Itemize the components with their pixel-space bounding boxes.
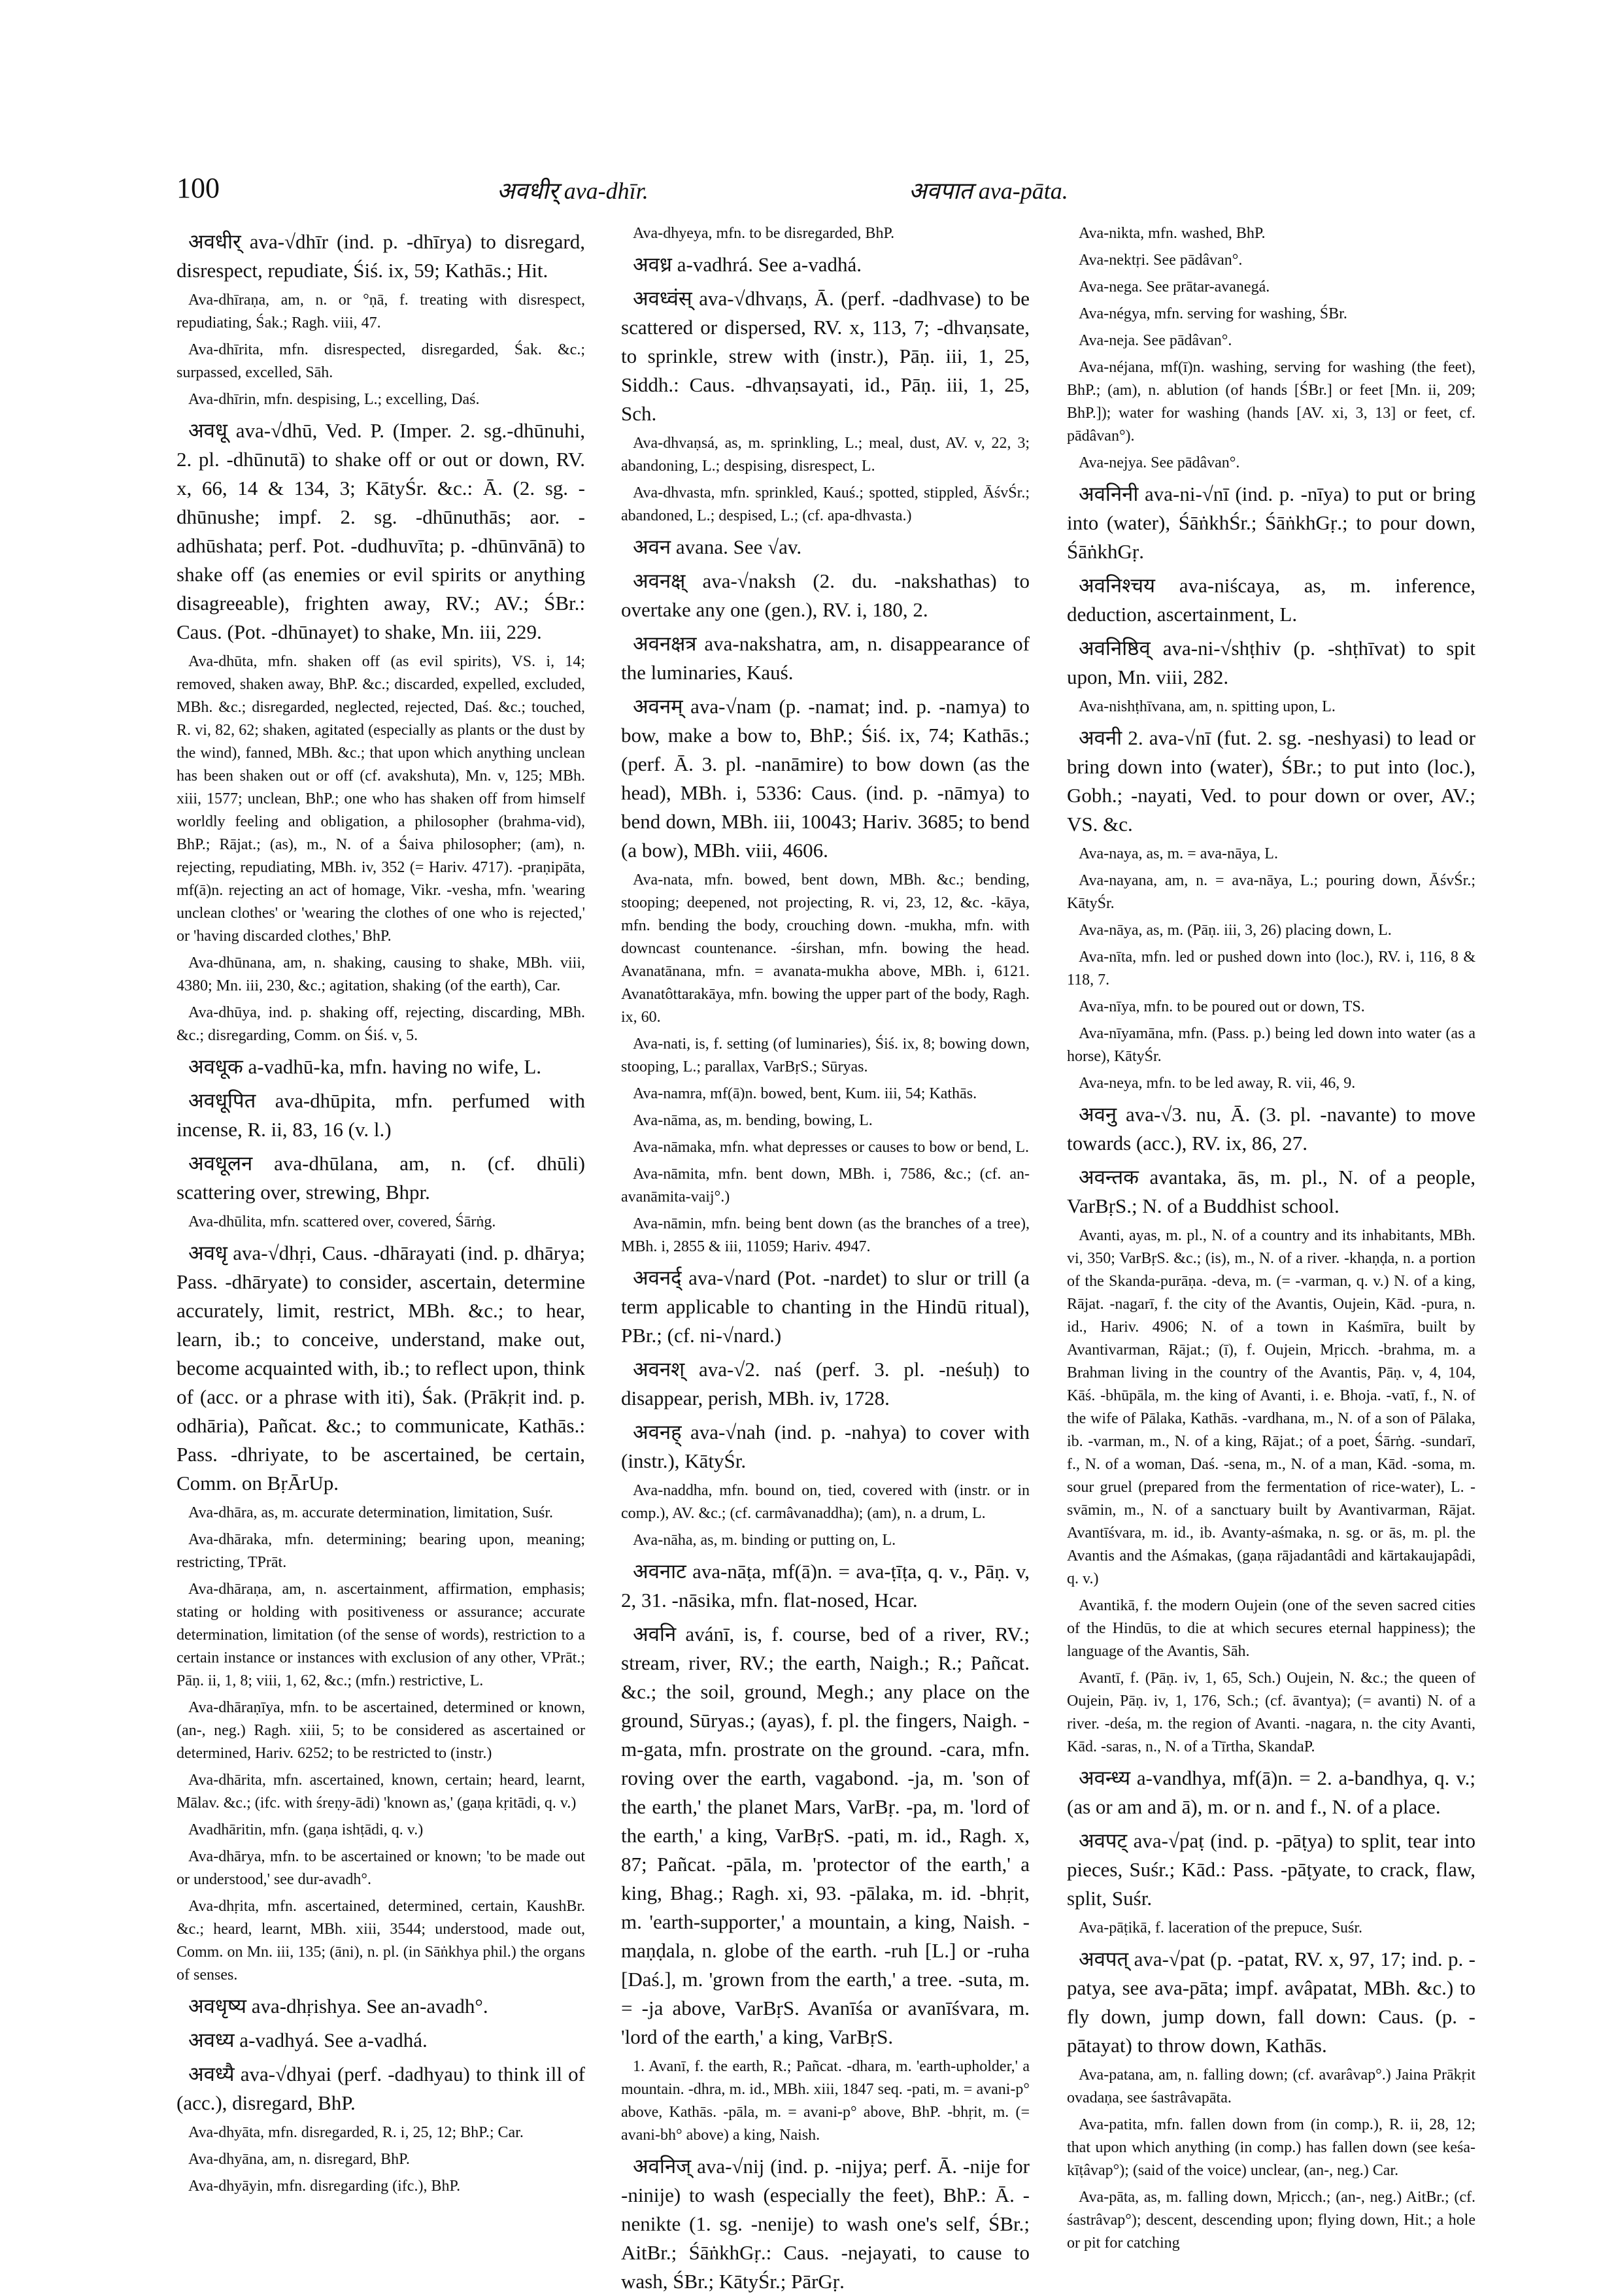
dictionary-entry: अवन avana. See √av. xyxy=(633,535,802,558)
column-2 xyxy=(621,222,1030,2293)
dictionary-entry: Ava-dhāra, as, m. accurate determination, limitation, Suśr. xyxy=(188,1504,554,1521)
dictionary-entry: Ava-dhāraka, mfn. determining; bearing upon, meaning; restricting, TPrāt. xyxy=(177,1531,585,1571)
dictionary-entry: अवनम् ava-√nam (p. -namat; ind. p. -namya) to bow, make a bow to, BhP.; Śiś. ix, 74; Kathās.; (perf. Ā. 3. pl. -nanāmire) to bow down (as the head), MBh. i, 5336: Caus. (ind. p. -nāmya) to bend down, MBh. iii, 10043; Hariv. 3685; to bend (a bow), MBh. viii, 4606. xyxy=(621,695,1030,862)
dictionary-entry: Ava-naya, as, m. = ava-nāya, L. xyxy=(1079,845,1278,862)
dictionary-entry: Ava-dhyeya, mfn. to be disregarded, BhP. xyxy=(633,225,895,242)
dictionary-entry: Ava-dhīraṇa, am, n. or °ṇā, f. treating with disrespect, repudiating, Śak.; Ragh. viii, 47. xyxy=(177,292,585,331)
dictionary-entry: Ava-nāmita, mfn. bent down, MBh. i, 7586, &c.; (cf. an-avanāmita-vaij°.) xyxy=(621,1166,1030,1206)
dictionary-entry: Avadhāritin, mfn. (gaṇa ishṭādi, q. v.) xyxy=(188,1821,424,1838)
dictionary-entry: अवनर्द् ava-√nard (Pot. -nardet) to slur or trill (a term applicable to chanting in the Hindū ritual), PBr.; (cf. ni-√nard.) xyxy=(621,1266,1030,1347)
dictionary-entry: Ava-nīya, mfn. to be poured out or down, TS. xyxy=(1079,998,1365,1015)
dictionary-entry: अवधूक a-vadhū-ka, mfn. having no wife, L. xyxy=(188,1055,542,1078)
dictionary-entry: Ava-nīyamāna, mfn. (Pass. p.) being led down into water (as a horse), KātyŚr. xyxy=(1067,1025,1475,1065)
dictionary-entry: Ava-pāṭikā, f. laceration of the prepuce, Suśr. xyxy=(1079,1919,1363,1936)
dictionary-entry: अवध्वंस् ava-√dhvaṇs, Ā. (perf. -dadhvase) to be scattered or dispersed, RV. x, 113, 7; -dhvaṇsate, to sprinkle, strew with (instr.), Pāṇ. iii, 1, 25, Siddh.: Caus. -dhvaṇsayati, id., Pāṇ. iii, 1, 25, Sch. xyxy=(621,287,1030,425)
dictionary-entry: अवन्ध्य a-vandhya, mf(ā)n. = 2. a-bandhya, q. v.; (as or am and ā), m. or n. and f., N. of a place. xyxy=(1067,1766,1475,1818)
dictionary-entry: अवनक्षत्र ava-nakshatra, am, n. disappearance of the luminaries, Kauś. xyxy=(621,632,1030,684)
dictionary-entry: अवधृष्य ava-dhṛishya. See an-avadh°. xyxy=(188,1995,488,2017)
dictionary-entry: अवपट् ava-√paṭ (ind. p. -pāṭya) to split, tear into pieces, Suśr.; Kād.: Pass. -pāṭyate, to crack, flaw, split, Suśr. xyxy=(1067,1829,1475,1910)
dictionary-entry: Ava-dhūya, ind. p. shaking off, rejecting, discarding, MBh. &c.; disregarding, Comm. on Śiś. v, 5. xyxy=(177,1004,585,1044)
dictionary-entry: Ava-dhūlita, mfn. scattered over, covered, Śārṅg. xyxy=(188,1213,496,1230)
dictionary-entry: Avantikā, f. the modern Oujein (one of the seven sacred cities of the Hindūs, to die at which secures eternal happiness); the language of the Avantis, Sāh. xyxy=(1067,1597,1475,1660)
text-columns xyxy=(177,222,1477,2293)
dictionary-entry: Ava-nāma, as, m. bending, bowing, L. xyxy=(633,1112,873,1129)
dictionary-entry: 1. Avanī, f. the earth, R.; Pañcat. -dhara, m. 'earth-upholder,' a mountain. -dhra, m. id., MBh. xiii, 1847 seq. -pati, m. = avani-p° above, Kathās. -pāla, m. = avani-p° above, BhP. -bhṛit, m. (= avani-bh° above) a king, Naish. xyxy=(621,2058,1030,2144)
page-number: 100 xyxy=(177,172,220,204)
dictionary-entry: Ava-nikta, mfn. washed, BhP. xyxy=(1079,225,1266,242)
dictionary-entry: अवनि avánī, is, f. course, bed of a river, RV.; stream, river, RV.; the earth, Naigh.; R.; Pañcat. &c.; the soil, ground, Megh.; any place on the ground, Sūryas.; (ayas), f. pl. the fingers, Naigh. -m-gata, mfn. prostrate on the ground. -cara, mfn. roving over the earth, vagabond. -ja, m. 'son of the earth,' the planet Mars, VarBṛ. -pa, m. 'lord of the earth,' a king, VarBṛS. -pati, m. id., Ragh. x, 87; Pañcat. -pāla, m. 'protector of the earth,' a king, Bhag.; Ragh. xi, 93. -pālaka, m. id. -bhṛit, m. 'earth-supporter,' a mountain, a king, Naish. -maṇḍala, n. globe of the earth. -ruh [L.] or -ruha [Daś.], m. 'grown from the earth,' a tree. -suta, m. = -ja above, VarBṛS. Avanīśa or avanīśvara, m. 'lord of the earth,' a king, VarBṛS. xyxy=(621,1623,1030,2048)
dictionary-entry: अवधृ ava-√dhṛi, Caus. -dhārayati (ind. p. dhārya; Pass. -dhāryate) to consider, ascertain, determine accurately, limit, restrict, MBh. &c.; to hear, learn, ib.; to conceive, understand, make out, become acquainted with, ib.; to reflect upon, think of (acc. or a phrase with iti), Śak. (Prākṛit ind. p. odhāria), Pañcat. &c.; to communicate, Kathās.: Pass. -dhriyate, to be ascertained, be certain, Comm. on BṛĀrUp. xyxy=(177,1241,585,1494)
guide-word-right: अवपात ava-pāta. xyxy=(909,178,1068,204)
dictionary-entry: Ava-nāya, as, m. (Pāṇ. iii, 3, 26) placing down, L. xyxy=(1079,922,1392,939)
dictionary-entry: Ava-naddha, mfn. bound on, tied, covered with (instr. or in comp.), AV. &c.; (cf. carmâvanaddha); (am), n. a drum, L. xyxy=(621,1482,1030,1522)
dictionary-entry: Ava-nayana, am, n. = ava-nāya, L.; pouring down, ĀśvŚr.; KātyŚr. xyxy=(1067,872,1475,912)
dictionary-entry: अवनाट ava-nāṭa, mf(ā)n. = ava-ṭīṭa, q. v., Pāṇ. v, 2, 31. -nāsika, mfn. flat-nosed, Hcar. xyxy=(621,1560,1030,1612)
dictionary-entry: अवनु ava-√3. nu, Ā. (3. pl. -navante) to move towards (acc.), RV. ix, 86, 27. xyxy=(1067,1103,1475,1155)
page-header xyxy=(177,171,1477,211)
column-1 xyxy=(177,222,585,2249)
dictionary-entry: Ava-dhvaṇsá, as, m. sprinkling, L.; meal, dust, AV. v, 22, 3; abandoning, L.; despising, disrespect, L. xyxy=(621,435,1030,475)
dictionary-entry: Ava-dhāraṇa, am, n. ascertainment, affirmation, emphasis; stating or holding with positiveness or assurance; accurate determination, limitation (of the sense of words), restriction to a certain instance or instances with exclusion of any other, VPrāt.; Pāṇ. ii, 1, 8; viii, 1, 62, &c.; (mfn.) restrictive, L. xyxy=(177,1581,585,1689)
dictionary-entry: अवनिष्ठिव् ava-ni-√shṭhiv (p. -shṭhīvat) to spit upon, Mn. viii, 282. xyxy=(1067,637,1475,688)
dictionary-entry: अवधूपित ava-dhūpita, mfn. perfumed with incense, R. ii, 83, 16 (v. l.) xyxy=(177,1089,585,1141)
dictionary-entry: अवपत् ava-√pat (p. -patat, RV. x, 97, 17; ind. p. -patya, see ava-pāta; impf. avâpatat, MBh. &c.) to fly down, jump down, fall down: Caus. (p. -pātayat) to throw down, Kathās. xyxy=(1067,1948,1475,2057)
dictionary-entry: अवनश् ava-√2. naś (perf. 3. pl. -neśuḥ) to disappear, perish, MBh. iv, 1728. xyxy=(621,1358,1030,1410)
dictionary-entry: अवनक्ष् ava-√naksh (2. du. -nakshathas) to overtake any one (gen.), RV. i, 180, 2. xyxy=(621,569,1030,621)
dictionary-entry: Ava-dhyāna, am, n. disregard, BhP. xyxy=(188,2151,410,2168)
dictionary-entry: Ava-dhyāta, mfn. disregarded, R. i, 25, 12; BhP.; Car. xyxy=(188,2124,524,2141)
dictionary-entry: Avantī, f. (Pāṇ. iv, 1, 65, Sch.) Oujein, N. &c.; the queen of Oujein, Pāṇ. iv, 1, 176, Sch.; (cf. āvantya); (= avanti) N. of a river. -deśa, m. the region of Avanti. -nagara, n. the city Avanti, Kād. -saras, n., N. of a Tīrtha, SkandaP. xyxy=(1067,1670,1475,1755)
dictionary-entry: अवन्तक avantaka, ās, m. pl., N. of a people, VarBṛS.; N. of a Buddhist school. xyxy=(1067,1166,1475,1217)
dictionary-entry: अवधीर् ava-√dhīr (ind. p. -dhīrya) to disregard, disrespect, repudiate, Śiś. ix, 59; Kathās.; Hit. xyxy=(177,230,585,282)
dictionary-entry: अवधूलन ava-dhūlana, am, n. (cf. dhūli) scattering over, strewing, Bhpr. xyxy=(177,1152,585,1204)
dictionary-entry: Ava-pāta, as, m. falling down, Mṛicch.; (an-, neg.) AitBr.; (cf. śastrâvap°); descent, descending upon; flying down, Hit.; a hole or pit for catching xyxy=(1067,2189,1475,2252)
dictionary-entry: Ava-dhyāyin, mfn. disregarding (ifc.), BhP. xyxy=(188,2178,461,2195)
dictionary-entry: अवध्यै ava-√dhyai (perf. -dadhyau) to think ill of (acc.), disregard, BhP. xyxy=(177,2063,585,2114)
dictionary-entry: Ava-patana, am, n. falling down; (cf. avarâvap°.) Jaina Prākṛit ovadaṇa, see śastrâvapāta. xyxy=(1067,2067,1475,2106)
column-3 xyxy=(1067,222,1475,2252)
dictionary-entry: Ava-dhṛita, mfn. ascertained, determined, certain, KaushBr. &c.; heard, learnt, MBh. xiii, 3544; understood, made out, Comm. on Mn. iii, 135; (āni), n. pl. (in Sāṅkhya phil.) the organs of senses. xyxy=(177,1898,585,1984)
dictionary-entry: अवध्र a-vadhrá. See a-vadhá. xyxy=(633,253,862,276)
dictionary-entry: Ava-nishṭhīvana, am, n. spitting upon, L. xyxy=(1079,698,1336,715)
dictionary-entry: अवनिश्चय ava-niścaya, as, m. inference, deduction, ascertainment, L. xyxy=(1067,574,1475,626)
dictionary-entry: अवनिज् ava-√nij (ind. p. -nijya; perf. Ā. -nije for -ninije) to wash (especially the feet), BhP.: Ā. -nenikte (1. sg. -nenije) to wash one's self, ŚBr.; AitBr.; ŚāṅkhGṛ.: Caus. -nejayati, to cause to wash, ŚBr.; KātyŚr.; PārGṛ. xyxy=(621,2155,1030,2293)
dictionary-entry: Ava-dhārya, mfn. to be ascertained or known; 'to be made out or understood,' see dur-avadh°. xyxy=(177,1848,585,1888)
dictionary-entry: Ava-namra, mf(ā)n. bowed, bent, Kum. iii, 54; Kathās. xyxy=(633,1085,977,1102)
dictionary-entry: Ava-dhāraṇīya, mfn. to be ascertained, determined or known, (an-, neg.) Ragh. xiii, 5; to be considered as ascertained or determined, Hariv. 6252; to be restricted to (instr.) xyxy=(177,1699,585,1762)
dictionary-entry: अवनिनी ava-ni-√nī (ind. p. -nīya) to put or bring into (water), ŚāṅkhŚr.; ŚāṅkhGṛ.; to pour down, ŚāṅkhGṛ. xyxy=(1067,482,1475,563)
dictionary-entry: Ava-nega. See prātar-avanegá. xyxy=(1079,279,1270,295)
dictionary-entry: Ava-nata, mfn. bowed, bent down, MBh. &c.; bending, stooping; deepened, not projecting, R. vi, 23, 12, &c. -kāya, mfn. bending the body, crouching down. -mukha, mfn. with downcast countenance. -śirshan, mfn. bowing the head. Avanatānana, mfn. = avanata-mukha above, MBh. i, 6121. Avanatôttarakāya, mfn. bowing the upper part of the body, Ragh. ix, 60. xyxy=(621,871,1030,1026)
dictionary-entry: Ava-néjana, mf(ī)n. washing, serving for washing (the feet), BhP.; (am), n. ablution (of hands [ŚBr.] or feet [Mn. ii, 209; BhP.]); water for washing (hands [AV. xi, 3, 13] or feet, cf. pādâvan°). xyxy=(1067,359,1475,445)
dictionary-entry: अवनी 2. ava-√nī (fut. 2. sg. -neshyasi) to lead or bring down into (water), ŚBr.; to put into (loc.), Gobh.; -nayati, Ved. to pour down or over, AV.; VS. &c. xyxy=(1067,726,1475,836)
dictionary-entry: Ava-nāmin, mfn. being bent down (as the branches of a tree), MBh. i, 2855 & iii, 11059; Hariv. 4947. xyxy=(621,1215,1030,1255)
dictionary-entry: अवधू ava-√dhū, Ved. P. (Imper. 2. sg.-dhūnuhi, 2. pl. -dhūnutā) to shake off or out or down, RV. x, 66, 14 & 134, 3; KātyŚr. &c.: Ā. (2. sg. -dhūnushe; impf. 2. sg. -dhūnuthās; aor. -adhūshata; perf. Pot. -dudhuvīta; p. -dhūnvānā) to shake off (as enemies or evil spirits or anything disagreeable), frighten away, RV.; AV.; ŚBr.: Caus. (Pot. -dhūnayet) to shake, Mn. iii, 229. xyxy=(177,419,585,643)
dictionary-entry: Ava-neja. See pādâvan°. xyxy=(1079,332,1232,349)
dictionary-entry: Ava-nāmaka, mfn. what depresses or causes to bow or bend, L. xyxy=(633,1139,1030,1156)
dictionary-entry: Avanti, ayas, m. pl., N. of a country and its inhabitants, MBh. vi, 350; VarBṛS. &c.; (is), m., N. of a river. -khaṇḍa, n. a portion of the Skanda-purāṇa. -deva, m. (= -varman, q. v.) N. of a king, Rājat. -nagarī, f. the city of the Avantis, Oujein, Kād. -pura, n. id., Hariv. 4906; N. of a town in Kaśmīra, built by Avantivarman, Rājat.; (ī), f. Oujein, Mṛicch. -brahma, m. a Brahman living in the country of the Avantis, Pāṇ. v, 4, 104, Kāś. -bhūpāla, m. the king of Avanti, i. e. Bhoja. -vatī, f., N. of the wife of Pālaka, Kathās. -vardhana, m., N. of a son of Pālaka, ib. -varman, m., N. of a king, Rājat.; of a poet, Śārṅg. -sundarī, f., N. of a woman, Daś. -sena, m., N. of a man, Kād. -soma, m. sour gruel (prepared from the fermentation of rice-water), L. -svāmin, m., N. of a sanctuary built by Avantivarman, Rājat. Avantīśvara, m. id., ib. Avanty-aśmaka, n. sg. or ās, m. pl. the Avantis and the Aśmakas, (gaṇa rājadantâdi and kārtakaujapâdi, q. v.) xyxy=(1067,1227,1475,1587)
dictionary-entry: Ava-dhūnana, am, n. shaking, causing to shake, MBh. viii, 4380; Mn. iii, 230, &c.; agitation, shaking (of the earth), Car. xyxy=(177,954,585,994)
dictionary-entry: अवध्य a-vadhyá. See a-vadhá. xyxy=(188,2029,428,2051)
dictionary-entry: Ava-dhūta, mfn. shaken off (as evil spirits), VS. i, 14; removed, shaken away, BhP. &c.; discarded, expelled, excluded, MBh. &c.; disregarded, neglected, rejected, Daś. &c.; touched, R. vi, 82, 62; shaken, agitated (especially as plants or the dust by the wind), fanned, MBh. &c.; that upon which anything unclean has been shaken out or off (cf. avakshuta), Mn. v, 125; MBh. xiii, 1577; unclean, BhP.; one who has shaken off from himself worldly feeling and obligation, a philosopher (brahma-vid), BhP.; Rājat.; (as), m., N. of a Śaiva philosopher; (am), n. rejecting, repudiating, MBh. iv, 352 (= Hariv. 4717). -praṇipāta, mf(ā)n. rejecting an act of homage, Vikr. -vesha, mfn. 'wearing unclean clothes' or 'wearing the clothes of one who is rejected,' or 'having discarded clothes,' BhP. xyxy=(177,653,585,945)
guide-word-left: अवधीर् ava-dhīr. xyxy=(497,178,649,204)
dictionary-entry: Ava-nāha, as, m. binding or putting on, L. xyxy=(633,1532,896,1549)
dictionary-entry: अवनह् ava-√nah (ind. p. -nahya) to cover with (instr.), KātyŚr. xyxy=(621,1421,1030,1472)
dictionary-entry: Ava-dhārita, mfn. ascertained, known, certain; heard, learnt, Mālav. &c.; (ifc. with śreṇy-ādi) 'known as,' (gaṇa kṛitādi, q. v.) xyxy=(177,1772,585,1812)
dictionary-entry: Ava-neya, mfn. to be led away, R. vii, 46, 9. xyxy=(1079,1075,1356,1092)
dictionary-entry: Ava-nejya. See pādâvan°. xyxy=(1079,454,1240,471)
dictionary-entry: Ava-négya, mfn. serving for washing, ŚBr. xyxy=(1079,305,1347,322)
dictionary-entry: Ava-nektṛi. See pādâvan°. xyxy=(1079,252,1243,269)
dictionary-entry: Ava-patita, mfn. fallen down from (in comp.), R. ii, 28, 12; that upon which anything (in comp.) has fallen down (see keśa-kīṭâvap°); (said of the voice) unclear, (an-, neg.) Car. xyxy=(1067,2116,1475,2179)
dictionary-entry: Ava-dhvasta, mfn. sprinkled, Kauś.; spotted, stippled, ĀśvŚr.; abandoned, L.; despised, L.; (cf. apa-dhvasta.) xyxy=(621,484,1030,524)
dictionary-entry: Ava-dhīrita, mfn. disrespected, disregarded, Śak. &c.; surpassed, excelled, Sāh. xyxy=(177,341,585,381)
dictionary-entry: Ava-nīta, mfn. led or pushed down into (loc.), RV. i, 116, 8 & 118, 7. xyxy=(1067,949,1475,988)
dictionary-entry: Ava-nati, is, f. setting (of luminaries), Śiś. ix, 8; bowing down, stooping, L.; parallax, VarBṛS.; Sūryas. xyxy=(621,1036,1030,1075)
dictionary-entry: Ava-dhīrin, mfn. despising, L.; excelling, Daś. xyxy=(188,391,480,408)
